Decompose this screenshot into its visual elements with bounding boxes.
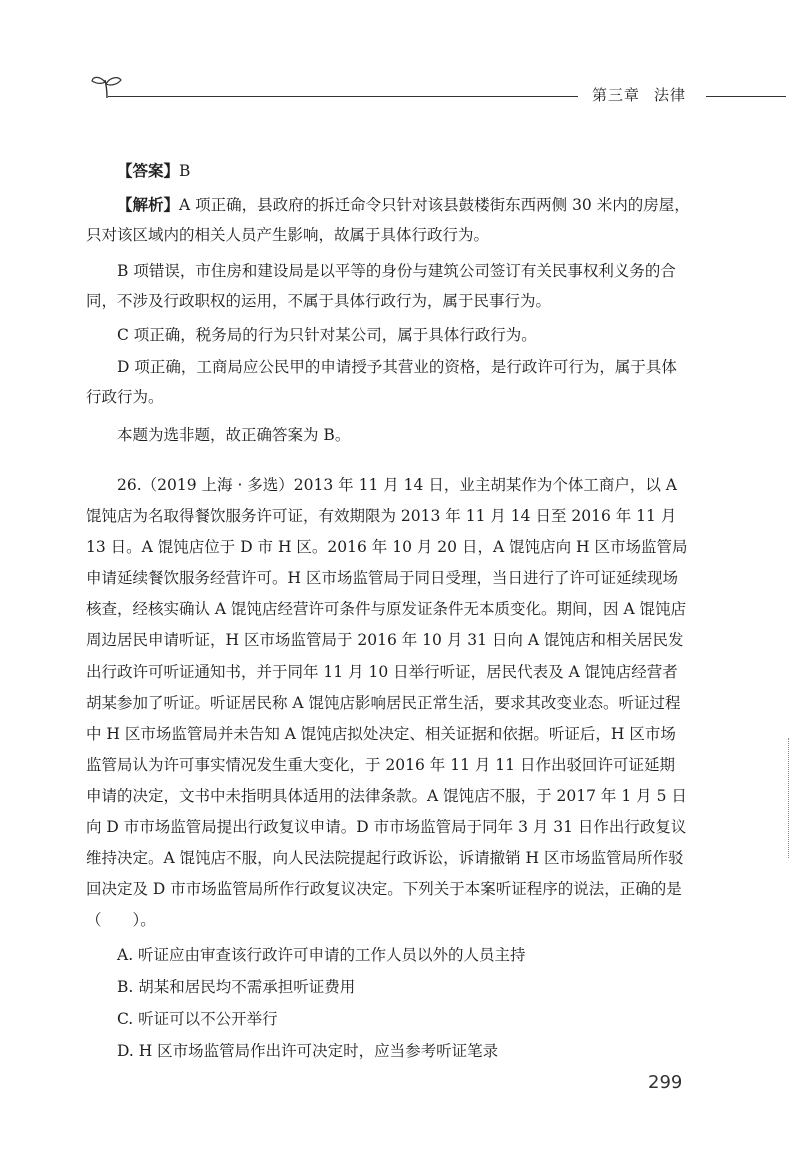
- answer-label: 【答案】: [117, 161, 180, 180]
- option-c: C. 听证可以不公开举行: [117, 1010, 278, 1028]
- analysis-first-text: A 项正确，县政府的拆迁命令只针对该县鼓楼街东西两侧 30 米内的房屋，只对该区域内的相关人员产生影响，故属于具体行政行为。: [86, 196, 690, 244]
- analysis-first-paragraph: [86, 190, 690, 250]
- analysis-paragraph-b: B 项错误，市住房和建设局是以平等的身份与建筑公司签订有关民事权利义务的合同，不涉及行政职权的运用，不属于具体行政行为，属于民事行为。: [86, 262, 676, 310]
- running-header: [592, 84, 686, 105]
- question-stem: 26.（2019 上海 · 多选）2013 年 11 月 14 日，业主胡某作为个体工商户，以 A 馄饨店为名取得餐饮服务许可证，有效期限为 2013 年 11 月 14 日至 2016 年 11 月 13 日。A 馄饨店位于 D 市 H 区。2016 年 10 月 20 日，A 馄饨店向 H 区市场监管局申请延续餐饮服务经营许可。H 区市场监管局于同日受理，当日进行了许可证延续现场核查，经核实确认 A 馄饨店经营许可条件与原发证条件无本质变化。期间，因 A 馄饨店周边居民申请听证，H 区市场监管局于 2016 年 10 月 31 日向 A 馄饨店和相关居民发出行政许可听证通知书，并于同年 11 月 10 日举行听证，居民代表及 A 馄饨店经营者胡某参加了听证。听证居民称 A 馄饨店影响居民正常生活，要求其改变业态。听证过程中 H 区市场监管局并未告知 A 馄饨店拟处决定、相关证据和依据。听证后，H 区市场监管局认为许可事实情况发生重大变化，于 2016 年 11 月 11 日作出驳回许可证延期申请的决定，文书中未指明具体适用的法律条款。A 馄饨店不服，于 2017 年 1 月 5 日向 D 市市场监管局提出行政复议申请。D 市市场监管局于同年 3 月 31 日作出行政复议维持决定。A 馄饨店不服，向人民法院提起行政诉讼，诉请撤销 H 区市场监管局所作驳回决定及 D 市市场监管局所作行政复议决定。下列关于本案听证程序的说法，正确的是（ ）。: [86, 476, 688, 930]
- chapter-label: 第三章: [592, 86, 641, 104]
- analysis-conclusion: 本题为选非题，故正确答案为 B。: [117, 426, 351, 444]
- analysis-paragraph-d: D 项正确，工商局应公民甲的申请授予其营业的资格，是行政许可行为，属于具体行政行为。: [86, 358, 677, 406]
- option-b: B. 胡某和居民均不需承担听证费用: [117, 978, 356, 996]
- chapter-topic: 法律: [654, 86, 687, 104]
- option-a: A. 听证应由审查该行政许可申请的工作人员以外的人员主持: [117, 946, 526, 964]
- option-d: D. H 区市场监管局作出许可决定时，应当参考听证笔录: [117, 1042, 499, 1060]
- page-number: 299: [648, 1072, 683, 1093]
- analysis-paragraph-c: C 项正确，税务局的行为只针对某公司，属于具体行政行为。: [117, 326, 537, 344]
- answer-value: B: [179, 162, 191, 180]
- answer-line: [86, 156, 690, 186]
- header-rule-left: [108, 96, 578, 97]
- header-rule-right: [706, 96, 786, 97]
- analysis-label: 【解析】: [117, 195, 180, 214]
- scan-edge-mark: [788, 738, 790, 858]
